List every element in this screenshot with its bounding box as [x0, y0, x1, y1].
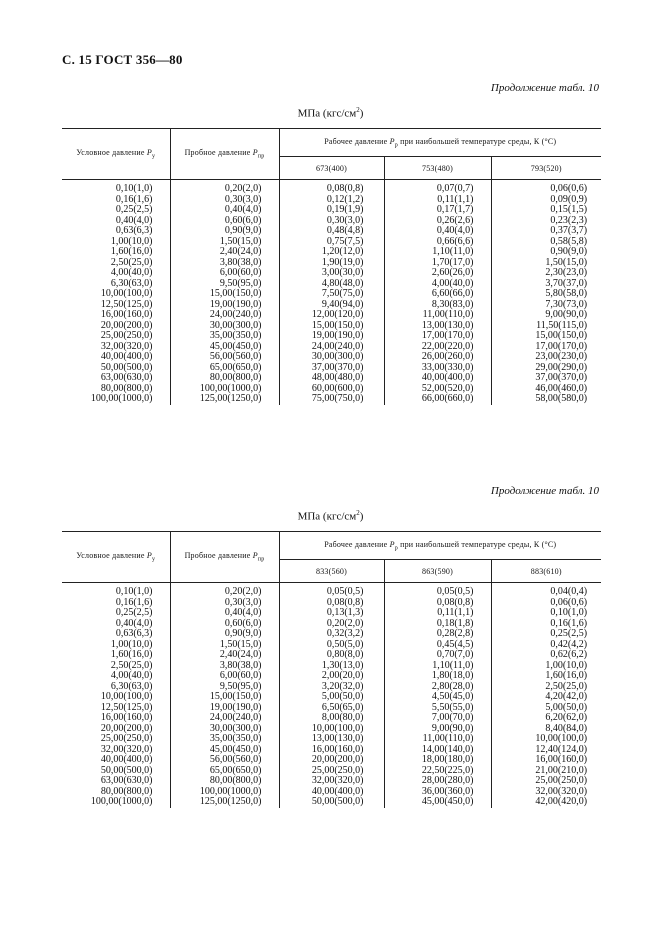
table-cell: 100,00(1000,0) [62, 394, 170, 405]
table-cell: 8,40(84,0) [545, 722, 588, 734]
table-cell: 2,50(25,0) [62, 661, 170, 672]
table-cell: 6,60(66,0) [384, 289, 491, 300]
table-row [62, 310, 601, 321]
table-cell: 30,00(300,0) [170, 724, 279, 735]
header-test-pressure: Пробное давление $P_{пр}$ [170, 129, 279, 180]
table-cell: 2,40(24,0) [170, 650, 279, 661]
table-cell: 20,00(200,0) [62, 724, 170, 735]
table-cell: 36,00(360,0) [384, 787, 491, 798]
table-cell: 45,00(450,0) [170, 342, 279, 353]
table-cell: 12,50(125,0) [62, 703, 170, 714]
table-cell: 0,40(4,0) [384, 226, 491, 237]
table-cell: 0,66(6,6) [384, 237, 491, 248]
table-cell: 0,19(1,9) [279, 205, 384, 216]
table-cell: 1,00(10,0) [62, 237, 170, 248]
table-cell: 0,90(9,0) [550, 246, 588, 257]
table-row [62, 583, 601, 598]
table-cell: 0,37(3,7) [550, 225, 588, 236]
table-cell: 28,00(280,0) [384, 776, 491, 787]
header-temp-3: 883(610) [491, 560, 601, 583]
table-cell: 46,00(460,0) [535, 382, 588, 394]
table-cell: 2,50(25,0) [545, 680, 588, 692]
table-cell: 0,70(7,0) [384, 650, 491, 661]
table-cell: 18,00(180,0) [384, 755, 491, 766]
table-cell: 3,00(30,0) [279, 268, 384, 279]
table-row [62, 608, 601, 619]
table-row [62, 268, 601, 279]
table-cell: 15,00(150,0) [535, 330, 588, 341]
table-cell: 0,63(6,3) [62, 226, 170, 237]
table-cell: 13,00(130,0) [279, 734, 384, 745]
table-cell: 3,80(38,0) [170, 258, 279, 269]
table-cell: 6,30(63,0) [62, 279, 170, 290]
table-cell: 2,30(23,0) [545, 267, 588, 278]
table-cell: 9,00(90,0) [545, 309, 588, 320]
table-cell: 40,00(400,0) [279, 787, 384, 798]
table-cell: 25,00(250,0) [279, 766, 384, 777]
table-cell: 12,00(120,0) [279, 310, 384, 321]
table-cell: 0,05(0,5) [279, 583, 384, 598]
table-cell: 10,00(100,0) [279, 724, 384, 735]
table-row [62, 692, 601, 703]
table-cell: 66,00(660,0) [384, 394, 491, 405]
table-cell: 19,00(190,0) [279, 331, 384, 342]
table-cell: 10,00(100,0) [62, 692, 170, 703]
table-cell: 22,00(220,0) [384, 342, 491, 353]
table-cell: 100,00(1000,0) [170, 787, 279, 798]
table-row [62, 205, 601, 216]
units-label: МПа $(кгс/см^2)$ [297, 106, 364, 120]
table-row [62, 394, 601, 405]
table-cell: 0,10(1,0) [62, 583, 170, 598]
table-cell: 1,00(10,0) [545, 659, 588, 671]
table-cell: 22,50(225,0) [384, 766, 491, 777]
table-cell: 0,75(7,5) [279, 237, 384, 248]
table-cell: 25,00(250,0) [535, 775, 588, 786]
table-cell: 1,90(19,0) [279, 258, 384, 269]
table-cell: 50,00(500,0) [279, 797, 384, 808]
table-cell: 20,00(200,0) [62, 321, 170, 332]
table-cell: 80,00(800,0) [62, 384, 170, 395]
table-cell: 0,11(1,1) [384, 608, 491, 619]
table-cell: 2,60(26,0) [384, 268, 491, 279]
table-cell: 0,42(4,2) [550, 638, 588, 650]
table-cell: 9,00(90,0) [384, 724, 491, 735]
table-cell: 0,90(9,0) [170, 226, 279, 237]
header-temp-3: 793(520) [491, 157, 601, 180]
table-row [62, 755, 601, 766]
table-cell: 7,50(75,0) [279, 289, 384, 300]
table-row [62, 734, 601, 745]
table-cell: 1,50(15,0) [170, 237, 279, 248]
table-cell: 0,16(1,6) [62, 195, 170, 206]
table-cell: 4,50(45,0) [384, 692, 491, 703]
table-row [62, 226, 601, 237]
table-cell: 42,00(420,0) [535, 796, 588, 807]
table-cell: 0,04(0,4) [550, 586, 588, 597]
table-cell: 0,90(9,0) [170, 629, 279, 640]
table-cell: 7,30(73,0) [545, 298, 588, 310]
header-nominal-pressure: Условное давление $P_у$ [62, 129, 170, 180]
table-row [62, 671, 601, 682]
table-cell: 0,20(2,0) [279, 619, 384, 630]
table-row [62, 650, 601, 661]
table-cell: 6,00(60,0) [170, 671, 279, 682]
table-cell: 0,45(4,5) [384, 640, 491, 651]
table-cell: 19,00(190,0) [170, 703, 279, 714]
table-cell: 40,00(400,0) [384, 373, 491, 384]
table-cell: 50,00(500,0) [62, 766, 170, 777]
table-cell: 125,00(1250,0) [170, 797, 279, 808]
table-cell: 2,00(20,0) [279, 671, 384, 682]
table-cell: 32,00(320,0) [279, 776, 384, 787]
table-cell: 63,00(630,0) [62, 776, 170, 787]
table-cell: 2,50(25,0) [62, 258, 170, 269]
table-cell: 0,30(3,0) [170, 598, 279, 609]
table-cell: 4,00(40,0) [62, 268, 170, 279]
table-cell: 0,32(3,2) [279, 629, 384, 640]
table-cell: 1,80(18,0) [384, 671, 491, 682]
table-cell: 0,06(0,6) [550, 596, 588, 608]
header-nominal-pressure: Условное давление $P_у$ [62, 532, 170, 583]
table-cell: 16,00(160,0) [62, 713, 170, 724]
table-cell: 0,20(2,0) [170, 180, 279, 195]
table-cell: 5,00(50,0) [545, 701, 588, 713]
table-cell: 2,80(28,0) [384, 682, 491, 693]
table-cell: 50,00(500,0) [62, 363, 170, 374]
table-cell: 8,30(83,0) [384, 300, 491, 311]
table-cell: 0,28(2,8) [384, 629, 491, 640]
table-cell: 0,17(1,7) [384, 205, 491, 216]
table-cell: 1,10(11,0) [384, 661, 491, 672]
table-cell: 6,20(62,0) [545, 712, 588, 723]
table-cell: 10,00(100,0) [62, 289, 170, 300]
table-cell: 0,12(1,2) [279, 195, 384, 206]
table-cell: 65,00(650,0) [170, 363, 279, 374]
table-cell: 24,00(240,0) [279, 342, 384, 353]
table-cell: 0,48(4,8) [279, 226, 384, 237]
table-cell: 0,08(0,8) [384, 598, 491, 609]
table-cell: 0,10(1,0) [550, 607, 588, 618]
table-cell: 1,60(16,0) [545, 670, 588, 681]
table-cell: 1,60(16,0) [62, 650, 170, 661]
units-label: МПа $(кгс/см^2)$ [297, 509, 364, 523]
table-cell: 24,00(240,0) [170, 310, 279, 321]
header-test-pressure: Пробное давление $P_{пр}$ [170, 532, 279, 583]
table-cell: 40,00(400,0) [62, 352, 170, 363]
table-cell: 0,60(6,0) [170, 619, 279, 630]
table-row [62, 352, 601, 363]
table-cell: 1,30(13,0) [279, 661, 384, 672]
table-cell: 19,00(190,0) [170, 300, 279, 311]
table-cell: 63,00(630,0) [62, 373, 170, 384]
table-cell: 0,11(1,1) [384, 195, 491, 206]
table-cell: 0,80(8,0) [279, 650, 384, 661]
table-cell: 21,00(210,0) [535, 764, 588, 776]
table-body [62, 583, 601, 808]
table-cell: 29,00(290,0) [535, 361, 588, 373]
table-cell: 0,40(4,0) [62, 216, 170, 227]
table-cell: 9,40(94,0) [279, 300, 384, 311]
table-cell: 1,50(15,0) [170, 640, 279, 651]
table-row [62, 373, 601, 384]
pressure-table-1 [62, 128, 601, 405]
table-cell: 65,00(650,0) [170, 766, 279, 777]
table-cell: 0,25(2,5) [550, 628, 588, 639]
table-cell: 0,30(3,0) [170, 195, 279, 206]
table-cell: 0,18(1,8) [384, 619, 491, 630]
table-row [62, 331, 601, 342]
table-cell: 8,00(80,0) [279, 713, 384, 724]
table-cell: 1,60(16,0) [62, 247, 170, 258]
table-cell: 0,30(3,0) [279, 216, 384, 227]
table-cell: 0,20(2,0) [170, 583, 279, 598]
header-working-pressure: Рабочее давление $P_р$ при наибольшей температуре среды, К (°С) [279, 532, 601, 560]
table-cell: 0,10(1,0) [62, 180, 170, 195]
table-cell: 0,40(4,0) [62, 619, 170, 630]
table-row [62, 289, 601, 300]
table-cell: 35,00(350,0) [170, 734, 279, 745]
table-cell: 7,00(70,0) [384, 713, 491, 724]
table-cell: 1,00(10,0) [62, 640, 170, 651]
table-cell: 0,40(4,0) [170, 205, 279, 216]
table-cell: 26,00(260,0) [384, 352, 491, 363]
table-cell: 5,50(55,0) [384, 703, 491, 714]
table-cell: 12,40(124,0) [535, 743, 588, 755]
table-cell: 20,00(200,0) [279, 755, 384, 766]
table-cell: 12,50(125,0) [62, 300, 170, 311]
table-cell: 52,00(520,0) [384, 384, 491, 395]
table-cell: 37,00(370,0) [535, 372, 588, 383]
table-cell: 1,10(11,0) [384, 247, 491, 258]
table-row [62, 629, 601, 640]
table-cell: 9,50(95,0) [170, 279, 279, 290]
table-cell: 48,00(480,0) [279, 373, 384, 384]
table-cell: 30,00(300,0) [170, 321, 279, 332]
table-cell: 11,00(110,0) [384, 310, 491, 321]
continuation-label: Продолжение табл. 10 [490, 82, 599, 94]
table-cell: 0,50(5,0) [279, 640, 384, 651]
table-cell: 10,00(100,0) [535, 733, 588, 744]
table-cell: 5,00(50,0) [279, 692, 384, 703]
table-cell: 0,15(1,5) [550, 204, 588, 215]
table-body [62, 180, 601, 405]
table-cell: 15,00(150,0) [170, 692, 279, 703]
table-cell: 125,00(1250,0) [170, 394, 279, 405]
table-cell: 25,00(250,0) [62, 734, 170, 745]
table-cell: 0,26(2,6) [384, 216, 491, 227]
table-cell: 3,70(37,0) [545, 277, 588, 289]
table-cell: 0,16(1,6) [550, 617, 588, 629]
header-working-pressure: Рабочее давление $P_р$ при наибольшей температуре среды, К (°С) [279, 129, 601, 157]
table-cell: 80,00(800,0) [170, 373, 279, 384]
table-cell: 16,00(160,0) [62, 310, 170, 321]
table-cell: 4,00(40,0) [384, 279, 491, 290]
table-cell: 0,08(0,8) [279, 598, 384, 609]
table-cell: 32,00(320,0) [62, 342, 170, 353]
table-cell: 4,00(40,0) [62, 671, 170, 682]
table-row [62, 797, 601, 808]
table-cell: 3,80(38,0) [170, 661, 279, 672]
table-cell: 0,13(1,3) [279, 608, 384, 619]
table-cell: 3,20(32,0) [279, 682, 384, 693]
table-cell: 11,00(110,0) [384, 734, 491, 745]
table-cell: 1,20(12,0) [279, 247, 384, 258]
table-cell: 100,00(1000,0) [62, 797, 170, 808]
table-cell: 0,40(4,0) [170, 608, 279, 619]
table-cell: 17,00(170,0) [535, 340, 588, 352]
header-temp-1: 673(400) [279, 157, 384, 180]
header-temp-2: 863(590) [384, 560, 491, 583]
table-cell: 25,00(250,0) [62, 331, 170, 342]
table-cell: 2,40(24,0) [170, 247, 279, 258]
continuation-label: Продолжение табл. 10 [490, 485, 599, 497]
table-cell: 0,07(0,7) [384, 180, 491, 195]
table-cell: 80,00(800,0) [62, 787, 170, 798]
table-cell: 13,00(130,0) [384, 321, 491, 332]
table-cell: 75,00(750,0) [279, 394, 384, 405]
table-cell: 17,00(170,0) [384, 331, 491, 342]
table-cell: 0,16(1,6) [62, 598, 170, 609]
table-cell: 0,05(0,5) [384, 583, 491, 598]
table-cell: 100,00(1000,0) [170, 384, 279, 395]
table-cell: 0,60(6,0) [170, 216, 279, 227]
table-cell: 6,30(63,0) [62, 682, 170, 693]
table-cell: 4,80(48,0) [279, 279, 384, 290]
table-cell: 0,08(0,8) [279, 180, 384, 195]
table-cell: 6,00(60,0) [170, 268, 279, 279]
table-cell: 0,58(5,8) [550, 235, 588, 247]
header-temp-1: 833(560) [279, 560, 384, 583]
table-row [62, 247, 601, 258]
pressure-table-2 [62, 531, 601, 808]
table-cell: 0,25(2,5) [62, 205, 170, 216]
table-cell: 80,00(800,0) [170, 776, 279, 787]
table-cell: 32,00(320,0) [62, 745, 170, 756]
table-cell: 23,00(230,0) [535, 351, 588, 362]
table-cell: 30,00(300,0) [279, 352, 384, 363]
table-cell: 60,00(600,0) [279, 384, 384, 395]
table-cell: 0,63(6,3) [62, 629, 170, 640]
page-title: С. 15 ГОСТ 356—80 [62, 52, 183, 67]
table-cell: 0,23(2,3) [550, 214, 588, 226]
table-cell: 0,25(2,5) [62, 608, 170, 619]
table-cell: 37,00(370,0) [279, 363, 384, 374]
table-cell: 0,09(0,9) [550, 193, 588, 205]
header-temp-2: 753(480) [384, 157, 491, 180]
table-cell: 58,00(580,0) [535, 393, 588, 404]
table-cell: 4,20(42,0) [545, 691, 588, 702]
table-cell: 1,70(17,0) [384, 258, 491, 269]
table-cell: 56,00(560,0) [170, 352, 279, 363]
table-cell: 15,00(150,0) [279, 321, 384, 332]
table-cell: 35,00(350,0) [170, 331, 279, 342]
table-cell: 1,50(15,0) [545, 256, 588, 268]
table-cell: 15,00(150,0) [170, 289, 279, 300]
table-cell: 6,50(65,0) [279, 703, 384, 714]
table-cell: 40,00(400,0) [62, 755, 170, 766]
table-row [62, 713, 601, 724]
table-cell: 0,62(6,2) [550, 649, 588, 660]
table-row [62, 180, 601, 195]
table-cell: 16,00(160,0) [279, 745, 384, 756]
table-row [62, 776, 601, 787]
table-cell: 24,00(240,0) [170, 713, 279, 724]
table-cell: 0,06(0,6) [550, 183, 588, 194]
table-cell: 45,00(450,0) [170, 745, 279, 756]
table-cell: 16,00(160,0) [535, 754, 588, 765]
table-cell: 5,80(58,0) [545, 288, 588, 299]
table-cell: 14,00(140,0) [384, 745, 491, 756]
table-cell: 11,50(115,0) [536, 319, 588, 331]
table-cell: 33,00(330,0) [384, 363, 491, 374]
table-cell: 56,00(560,0) [170, 755, 279, 766]
table-cell: 9,50(95,0) [170, 682, 279, 693]
table-cell: 32,00(320,0) [535, 785, 588, 797]
table-cell: 45,00(450,0) [384, 797, 491, 808]
